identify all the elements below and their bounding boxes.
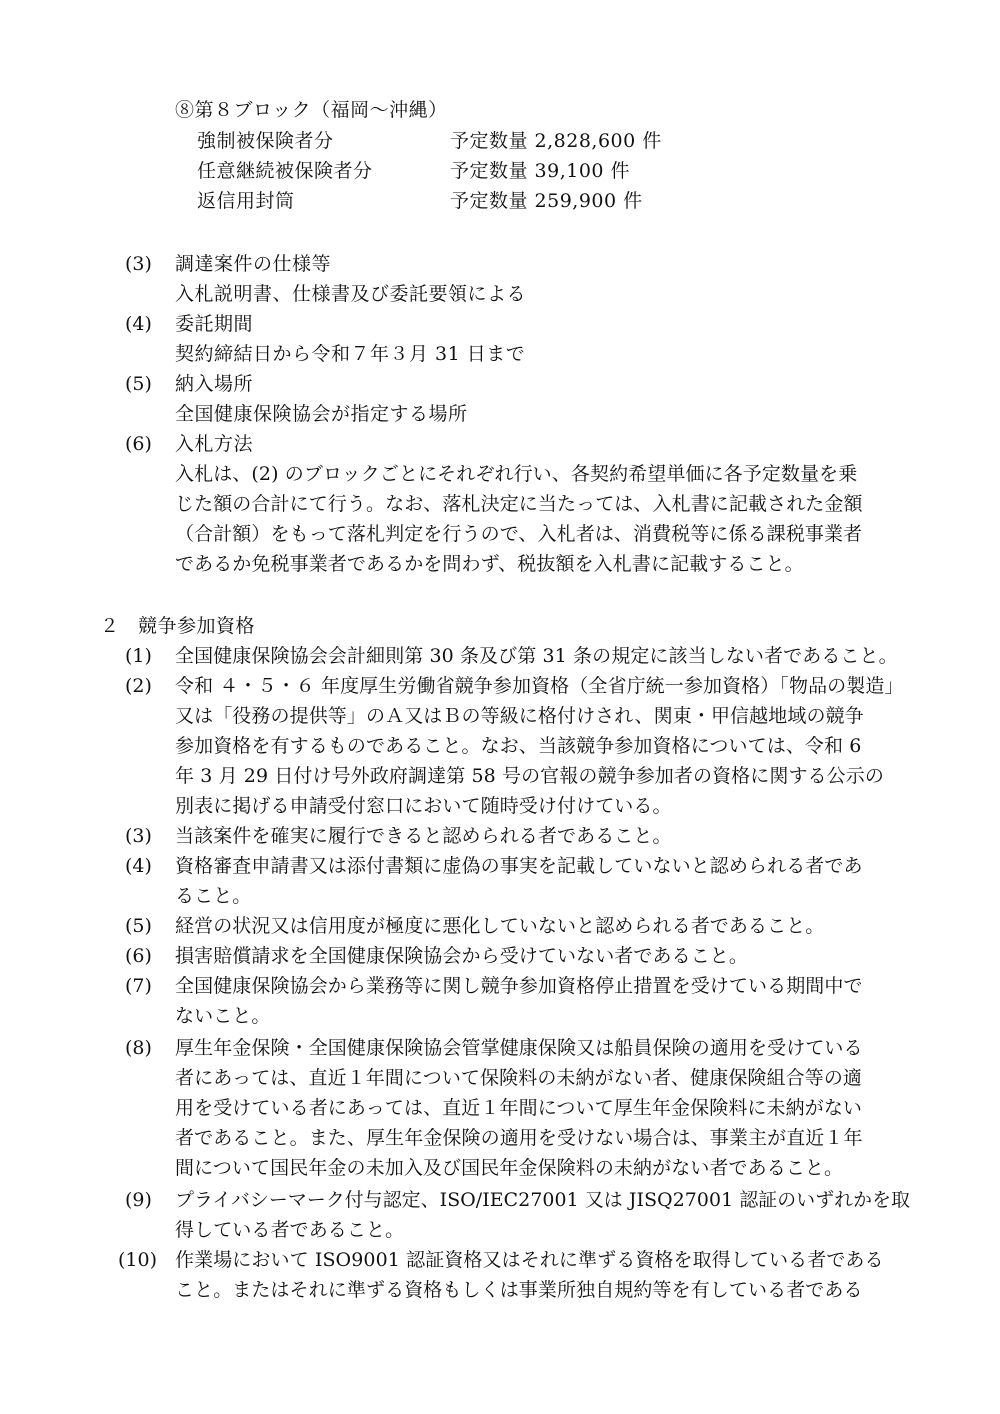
block8-row-qty: 予定数量 2,828,600 件 bbox=[450, 130, 662, 152]
item-line: 参加資格を有するものであること。なお、当該競争参加資格については、令和 6 bbox=[175, 735, 862, 757]
item-line: 損害賠償請求を全国健康保険協会から受けていない者であること。 bbox=[175, 945, 749, 967]
item-line: 令和 ４・５・６ 年度厚生労働省競争参加資格（全省庁統一参加資格）「物品の製造」 bbox=[175, 675, 904, 697]
item-heading: 納入場所 bbox=[175, 373, 254, 395]
item-line: 用を受けている者にあっては、直近１年間について厚生年金保険料に未納がない bbox=[175, 1097, 863, 1119]
item-number: (10) bbox=[118, 1249, 158, 1271]
item-number: (6) bbox=[125, 433, 152, 455]
item-heading: 入札方法 bbox=[175, 433, 254, 455]
item-line: 経営の状況又は信用度が極度に悪化していないと認められる者であること。 bbox=[175, 915, 825, 937]
item-number: (2) bbox=[125, 675, 152, 697]
item-line: 別表に掲げる申請受付窓口において随時受け付けている。 bbox=[175, 795, 672, 817]
item-body-line: 契約締結日から令和７年３月 31 日まで bbox=[175, 343, 526, 365]
item-number: (1) bbox=[125, 645, 152, 667]
item-number: (5) bbox=[125, 373, 152, 395]
section-number: ２ bbox=[100, 615, 120, 637]
item-line: 全国健康保険協会から業務等に関し競争参加資格停止措置を受けている期間中で bbox=[175, 975, 863, 997]
item-number: (3) bbox=[125, 253, 152, 275]
item-line: 者であること。また、厚生年金保険の適用を受けない場合は、事業主が直近１年 bbox=[175, 1127, 863, 1149]
block8-row-label: 返信用封筒 bbox=[197, 190, 295, 212]
item-line: こと。またはそれに準ずる資格もしくは事業所独自規約等を有している者である bbox=[175, 1279, 863, 1301]
item-line: 年 3 月 29 日付け号外政府調達第 58 号の官報の競争参加者の資格に関する公示の bbox=[175, 765, 884, 787]
item-body-line: 入札は、(2) のブロックごとにそれぞれ行い、各契約希望単価に各予定数量を乗 bbox=[175, 463, 858, 485]
block8-row-qty: 予定数量 259,900 件 bbox=[450, 190, 643, 212]
item-line: 者にあっては、直近１年間について保険料の未納がない者、健康保険組合等の適 bbox=[175, 1067, 863, 1089]
item-line: 間について国民年金の未加入及び国民年金保険料の未納がない者であること。 bbox=[175, 1157, 844, 1179]
item-body-line: であるか免税事業者であるかを問わず、税抜額を入札書に記載すること。 bbox=[175, 553, 804, 575]
item-number: (5) bbox=[125, 915, 152, 937]
block8-row-label: 任意継続被保険者分 bbox=[197, 160, 373, 182]
item-line: 全国健康保険協会会計細則第 30 条及び第 31 条の規定に該当しない者であること。 bbox=[175, 645, 898, 667]
item-number: (7) bbox=[125, 975, 152, 997]
item-heading: 委託期間 bbox=[175, 313, 254, 335]
item-number: (9) bbox=[125, 1189, 152, 1211]
item-body-line: じた額の合計にて行う。なお、落札決定に当たっては、入札書に記載された金額 bbox=[175, 493, 863, 515]
block8-title: ⑧第８ブロック（福岡～沖縄） bbox=[175, 99, 448, 121]
block8-row-label: 強制被保険者分 bbox=[197, 130, 334, 152]
item-number: (4) bbox=[125, 313, 152, 335]
item-body-line: （合計額）をもって落札判定を行うので、入札者は、消費税等に係る課税事業者 bbox=[175, 523, 863, 545]
item-line: ること。 bbox=[175, 885, 252, 907]
block8-row-qty: 予定数量 39,100 件 bbox=[450, 160, 631, 182]
item-line: 当該案件を確実に履行できると認められる者であること。 bbox=[175, 825, 672, 847]
item-number: (6) bbox=[125, 945, 152, 967]
section-title: 競争参加資格 bbox=[138, 615, 256, 637]
item-line: ないこと。 bbox=[175, 1005, 271, 1027]
item-number: (4) bbox=[125, 855, 152, 877]
item-line: プライバシーマーク付与認定、ISO/IEC27001 又は JISQ27001 認証のいずれかを取 bbox=[175, 1189, 911, 1211]
item-body-line: 全国健康保険協会が指定する場所 bbox=[175, 403, 468, 425]
item-line: 厚生年金保険・全国健康保険協会管掌健康保険又は船員保険の適用を受けている bbox=[175, 1037, 863, 1059]
item-line: 作業場において ISO9001 認証資格又はそれに準ずる資格を取得している者である bbox=[175, 1249, 884, 1271]
item-line: 資格審査申請書又は添付書類に虚偽の事実を記載していないと認められる者であ bbox=[175, 855, 863, 877]
item-number: (3) bbox=[125, 825, 152, 847]
item-heading: 調達案件の仕様等 bbox=[175, 253, 332, 275]
item-number: (8) bbox=[125, 1037, 152, 1059]
item-line: 又は「役務の提供等」のＡ又はＢの等級に格付けされ、関東・甲信越地域の競争 bbox=[175, 705, 864, 727]
item-body-line: 入札説明書、仕様書及び委託要領による bbox=[175, 283, 527, 305]
item-line: 得している者であること。 bbox=[175, 1219, 405, 1241]
